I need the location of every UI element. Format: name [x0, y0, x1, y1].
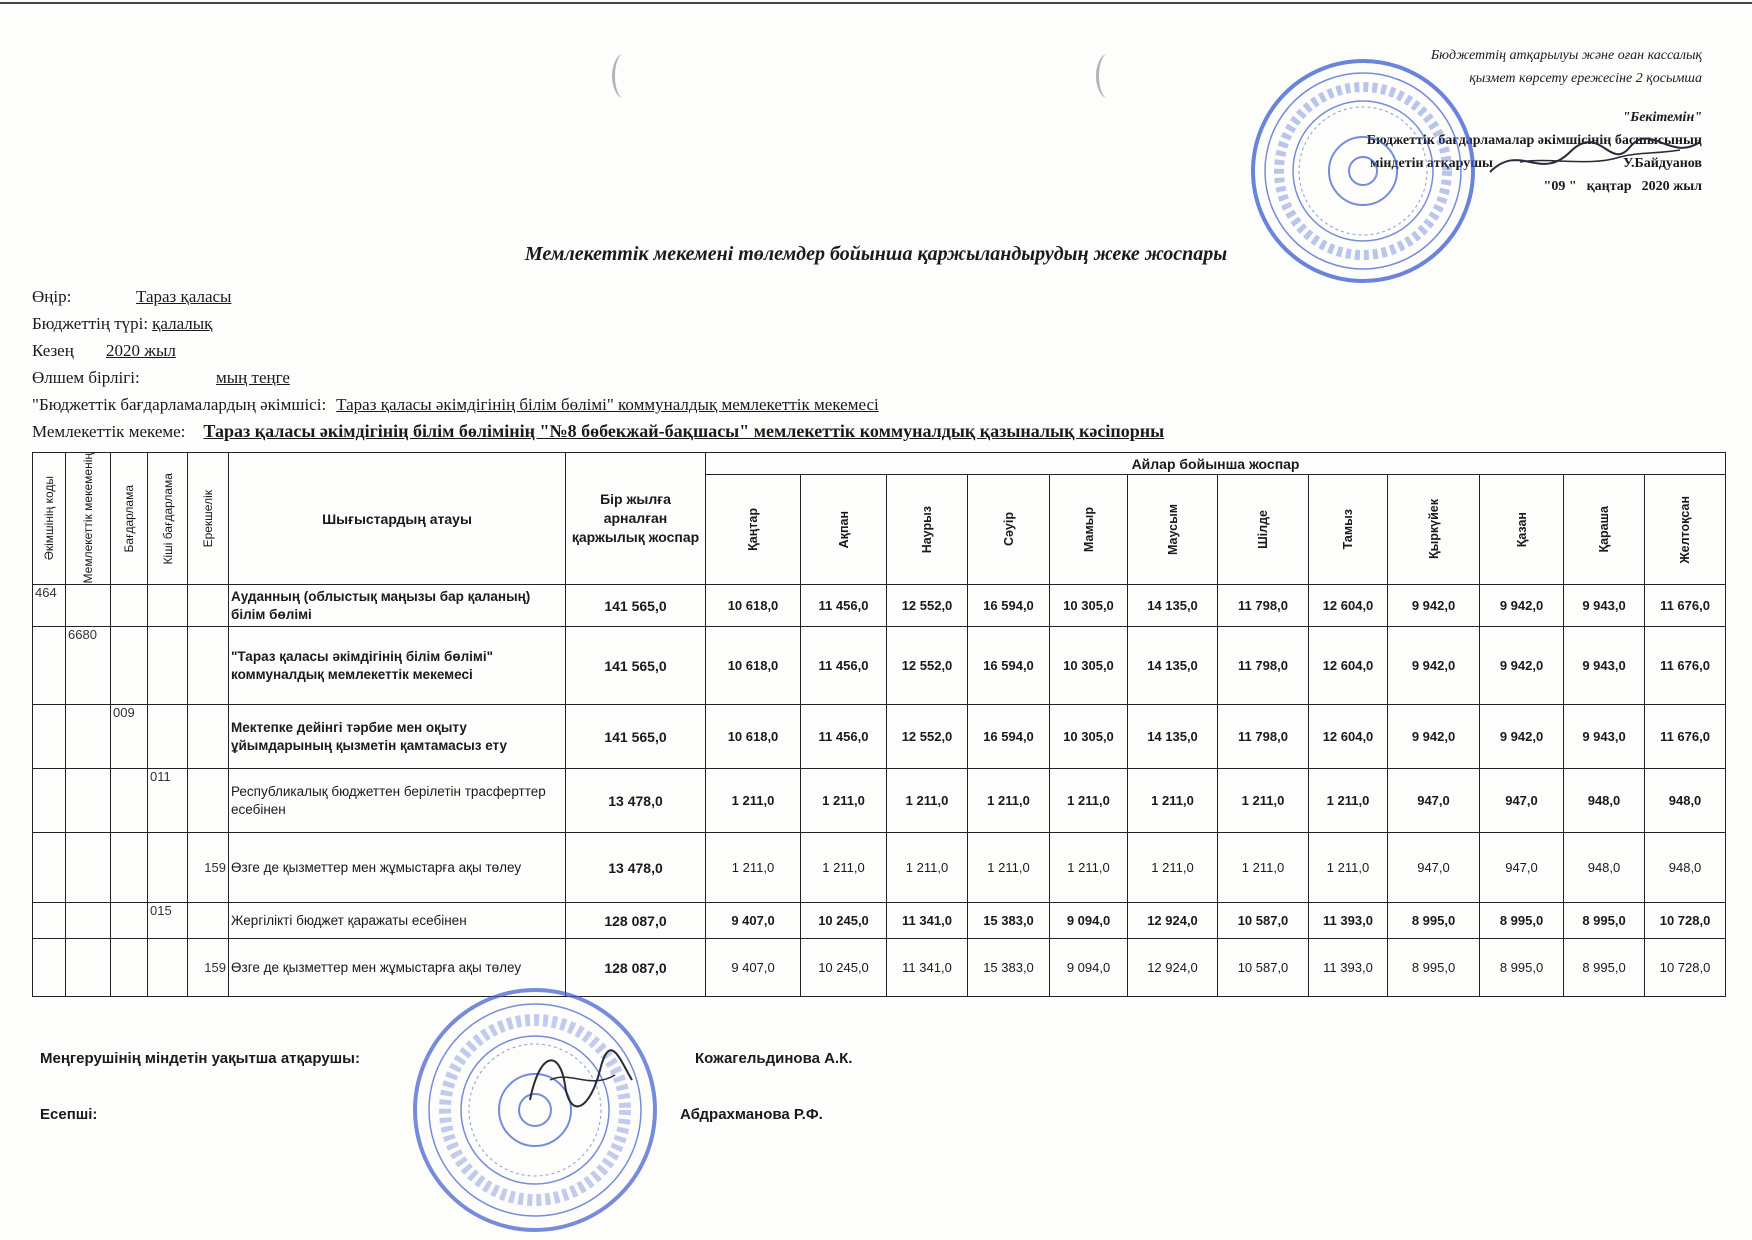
institution-code-cell: 6680	[66, 627, 111, 705]
month-value-cell: 16 594,0	[968, 627, 1050, 705]
subprogram-code-cell	[148, 585, 188, 627]
month-value-cell: 1 211,0	[1050, 769, 1128, 833]
col-specific	[188, 453, 229, 585]
month-value-cell: 8 995,0	[1564, 903, 1645, 939]
col-expense-name: Шығыстардың атауы	[229, 453, 566, 585]
month-value-cell: 1 211,0	[968, 769, 1050, 833]
institution-label: Мемлекеттік мекеме:	[32, 422, 186, 441]
month-value-cell: 12 924,0	[1128, 939, 1218, 997]
month-value-cell: 948,0	[1645, 769, 1726, 833]
month-value-cell: 9 943,0	[1564, 627, 1645, 705]
financing-plan-table	[32, 452, 1726, 997]
admin-label: "Бюджеттік бағдарламалардың әкімшісі:	[32, 395, 327, 414]
month-value-cell: 10 618,0	[706, 705, 801, 769]
head-label: Меңгерушінің міндетін уақытша атқарушы:	[40, 1050, 360, 1067]
table-row	[33, 627, 1726, 705]
budget-type-row	[32, 310, 1164, 337]
document-title: Мемлекеттік мекемені төлемдер бойынша қаржыландырудың жеке жоспары	[524, 243, 1228, 265]
month-value-cell: 16 594,0	[968, 705, 1050, 769]
specific-code-cell	[188, 627, 229, 705]
month-value-cell: 10 305,0	[1050, 627, 1128, 705]
month-header-label: Қаңтар	[746, 508, 760, 551]
month-value-cell: 9 943,0	[1564, 585, 1645, 627]
approver-signature	[1480, 122, 1710, 192]
table-body	[33, 585, 1726, 997]
annual-plan-cell: 13 478,0	[566, 769, 706, 833]
month-value-cell: 11 676,0	[1645, 705, 1726, 769]
specific-code-cell	[188, 903, 229, 939]
month-value-cell: 947,0	[1388, 769, 1480, 833]
region-row	[32, 283, 1164, 310]
program-code-cell	[111, 769, 148, 833]
month-value-cell: 10 245,0	[801, 903, 887, 939]
approver-position: Бюджеттік бағдарламалар әкімшісінің басшысының	[1366, 133, 1702, 148]
month-header-label: Қыркүйек	[1426, 499, 1441, 560]
month-value-cell: 11 456,0	[801, 705, 887, 769]
month-value-cell: 9 942,0	[1388, 705, 1480, 769]
approval-date-year: 2020 жыл	[1641, 179, 1702, 194]
subprogram-code-cell	[148, 939, 188, 997]
month-value-cell: 9 943,0	[1564, 705, 1645, 769]
table-row	[33, 705, 1726, 769]
budget-type-value: қалалық	[152, 314, 213, 333]
month-value-cell: 8 995,0	[1388, 903, 1480, 939]
month-header	[1645, 475, 1726, 585]
month-value-cell: 1 211,0	[1128, 833, 1218, 903]
month-value-cell: 9 094,0	[1050, 939, 1128, 997]
col-institution-code	[66, 453, 111, 585]
month-value-cell: 1 211,0	[968, 833, 1050, 903]
month-value-cell: 11 798,0	[1218, 585, 1309, 627]
accountant-name: Абдрахманова Р.Ф.	[680, 1106, 823, 1123]
institution-code-cell	[66, 903, 111, 939]
month-value-cell: 11 456,0	[801, 585, 887, 627]
month-value-cell: 9 407,0	[706, 939, 801, 997]
month-value-cell: 1 211,0	[801, 769, 887, 833]
month-header-label: Желтоқсан	[1678, 495, 1693, 564]
col-admin-code	[33, 453, 66, 585]
month-value-cell: 9 942,0	[1480, 705, 1564, 769]
month-header-label: Мамыр	[1081, 506, 1096, 553]
subprogram-code-cell	[148, 627, 188, 705]
month-header-label: Маусым	[1165, 503, 1180, 556]
col-admin-code-label: Әкімшінің коды	[42, 476, 56, 561]
plan-meta	[32, 283, 1164, 445]
month-header	[1218, 475, 1309, 585]
month-header	[968, 475, 1050, 585]
approver-name: У.Байдуанов	[1623, 156, 1702, 171]
budget-type-label: Бюджеттің түрі:	[32, 314, 149, 333]
subprogram-code-cell	[148, 833, 188, 903]
month-value-cell: 14 135,0	[1128, 585, 1218, 627]
month-value-cell: 9 094,0	[1050, 903, 1128, 939]
month-value-cell: 1 211,0	[887, 769, 968, 833]
month-value-cell: 948,0	[1564, 833, 1645, 903]
month-header	[1128, 475, 1218, 585]
month-value-cell: 11 341,0	[887, 903, 968, 939]
table-row	[33, 903, 1726, 939]
month-value-cell: 9 942,0	[1480, 585, 1564, 627]
month-value-cell: 10 245,0	[801, 939, 887, 997]
col-institution-code-label: Мемлекеттік мекеменің	[81, 453, 95, 584]
col-program-label: Бағдарлама	[122, 484, 136, 553]
month-value-cell: 12 604,0	[1309, 627, 1388, 705]
month-header-label: Наурыз	[920, 505, 934, 554]
month-value-cell: 10 728,0	[1645, 903, 1726, 939]
expense-name-cell: Мектепке дейінгі тәрбие мен оқыту ұйымдарының қызметін қамтамасыз ету	[229, 705, 566, 769]
month-value-cell: 14 135,0	[1128, 705, 1218, 769]
annual-plan-cell: 13 478,0	[566, 833, 706, 903]
month-value-cell: 1 211,0	[1050, 833, 1128, 903]
table-header-row-1	[33, 453, 1726, 475]
unit-row	[32, 364, 1164, 391]
program-code-cell	[111, 627, 148, 705]
expense-name-cell: Өзге де қызметтер мен жұмыстарға ақы төлеу	[229, 939, 566, 997]
admin-row	[32, 391, 1164, 418]
subprogram-code-cell: 011	[148, 769, 188, 833]
period-label: Кезең	[32, 341, 74, 360]
month-value-cell: 947,0	[1388, 833, 1480, 903]
institution-row	[32, 418, 1164, 445]
month-value-cell: 1 211,0	[1309, 769, 1388, 833]
head-name: Кожагельдинова А.К.	[695, 1050, 853, 1067]
admin-code-cell	[33, 939, 66, 997]
month-value-cell: 11 676,0	[1645, 585, 1726, 627]
accountant-label: Есепші:	[40, 1106, 98, 1123]
month-header	[1388, 475, 1480, 585]
admin-code-cell	[33, 769, 66, 833]
admin-code-cell	[33, 903, 66, 939]
program-code-cell: 009	[111, 705, 148, 769]
expense-name-cell: Өзге де қызметтер мен жұмыстарға ақы төлеу	[229, 833, 566, 903]
month-header	[706, 475, 801, 585]
col-specific-label: Ерекшелік	[201, 489, 215, 548]
program-code-cell	[111, 939, 148, 997]
month-value-cell: 15 383,0	[968, 939, 1050, 997]
program-code-cell	[111, 585, 148, 627]
annual-plan-cell: 141 565,0	[566, 705, 706, 769]
month-value-cell: 11 393,0	[1309, 939, 1388, 997]
institution-code-cell	[66, 705, 111, 769]
scan-smudge	[1096, 54, 1119, 98]
month-value-cell: 1 211,0	[887, 833, 968, 903]
month-value-cell: 1 211,0	[801, 833, 887, 903]
month-value-cell: 11 798,0	[1218, 705, 1309, 769]
col-annual-plan: Бір жылға арналған қаржылық жоспар	[566, 453, 706, 585]
month-header-label: Тамыз	[1341, 509, 1355, 550]
unit-value: мың теңге	[216, 368, 290, 387]
specific-code-cell	[188, 769, 229, 833]
month-header	[1480, 475, 1564, 585]
month-value-cell: 10 618,0	[706, 585, 801, 627]
month-value-cell: 10 305,0	[1050, 705, 1128, 769]
specific-code-cell: 159	[188, 939, 229, 997]
approval-date-day: "09 "	[1543, 179, 1577, 194]
col-subprogram	[148, 453, 188, 585]
month-value-cell: 8 995,0	[1388, 939, 1480, 997]
table-row	[33, 585, 1726, 627]
scan-smudge	[612, 54, 635, 98]
month-value-cell: 8 995,0	[1480, 903, 1564, 939]
table-row	[33, 769, 1726, 833]
month-value-cell: 9 942,0	[1480, 627, 1564, 705]
unit-label: Өлшем бірлігі:	[32, 368, 140, 387]
region-label: Өңір:	[32, 287, 72, 306]
month-value-cell: 10 305,0	[1050, 585, 1128, 627]
month-value-cell: 8 995,0	[1564, 939, 1645, 997]
month-value-cell: 12 552,0	[887, 585, 968, 627]
institution-code-cell	[66, 769, 111, 833]
month-value-cell: 12 604,0	[1309, 585, 1388, 627]
month-header-label: Қазан	[1514, 511, 1529, 548]
month-value-cell: 1 211,0	[706, 769, 801, 833]
month-value-cell: 16 594,0	[968, 585, 1050, 627]
month-value-cell: 10 618,0	[706, 627, 801, 705]
month-header	[1309, 475, 1388, 585]
admin-value: Тараз қаласы әкімдігінің білім бөлімі" коммуналдық мемлекеттік мекемесі	[336, 395, 879, 414]
annual-plan-cell: 141 565,0	[566, 585, 706, 627]
month-value-cell: 10 728,0	[1645, 939, 1726, 997]
admin-code-cell	[33, 705, 66, 769]
approved-label: "Бекітемін"	[1622, 110, 1702, 125]
expense-name-cell: Жергілікті бюджет қаражаты есебінен	[229, 903, 566, 939]
month-value-cell: 10 587,0	[1218, 939, 1309, 997]
month-header-label: Қараша	[1597, 506, 1611, 553]
header-note-line-2: қызмет көрсету ережесіне 2 қосымша	[1469, 71, 1702, 86]
month-header	[887, 475, 968, 585]
head-signature	[520, 1040, 640, 1120]
month-value-cell: 1 211,0	[1218, 833, 1309, 903]
month-value-cell: 11 456,0	[801, 627, 887, 705]
approval-date-month: қаңтар	[1586, 179, 1632, 194]
specific-code-cell	[188, 585, 229, 627]
month-header	[1050, 475, 1128, 585]
month-value-cell: 1 211,0	[1128, 769, 1218, 833]
month-value-cell: 11 798,0	[1218, 627, 1309, 705]
month-value-cell: 1 211,0	[1218, 769, 1309, 833]
expense-name-cell: "Тараз қаласы әкімдігінің білім бөлімі" коммуналдық мемлекеттік мекемесі	[229, 627, 566, 705]
scan-edge-line	[0, 2, 1752, 4]
institution-code-cell	[66, 833, 111, 903]
subprogram-code-cell	[148, 705, 188, 769]
specific-code-cell: 159	[188, 833, 229, 903]
month-value-cell: 948,0	[1645, 833, 1726, 903]
month-value-cell: 12 604,0	[1309, 705, 1388, 769]
annual-plan-cell: 141 565,0	[566, 627, 706, 705]
period-value: 2020 жыл	[106, 341, 176, 360]
month-value-cell: 12 552,0	[887, 627, 968, 705]
annual-plan-cell: 128 087,0	[566, 939, 706, 997]
month-header	[1564, 475, 1645, 585]
month-value-cell: 8 995,0	[1480, 939, 1564, 997]
approver-acting: міндетін атқарушы	[1369, 156, 1493, 171]
header-note-line-1: Бюджеттің атқарылуы және оған кассалық	[1430, 48, 1702, 63]
col-subprogram-label: Кіші бағдарлама	[160, 472, 175, 565]
period-row	[32, 337, 1164, 364]
institution-code-cell	[66, 939, 111, 997]
month-value-cell: 12 924,0	[1128, 903, 1218, 939]
month-value-cell: 11 341,0	[887, 939, 968, 997]
month-value-cell: 1 211,0	[706, 833, 801, 903]
month-value-cell: 10 587,0	[1218, 903, 1309, 939]
admin-code-cell	[33, 833, 66, 903]
month-value-cell: 12 552,0	[887, 705, 968, 769]
institution-value: Тараз қаласы әкімдігінің білім бөлімінің "№8 бөбекжай-бақшасы" мемлекеттік коммуналдық қазыналық кәсіпорны	[203, 421, 1165, 441]
month-header	[801, 475, 887, 585]
month-value-cell: 11 676,0	[1645, 627, 1726, 705]
subprogram-code-cell: 015	[148, 903, 188, 939]
region-value: Тараз қаласы	[136, 287, 232, 306]
admin-code-cell	[33, 627, 66, 705]
expense-name-cell: Республикалық бюджеттен берілетін трасферттер есебінен	[229, 769, 566, 833]
program-code-cell	[111, 833, 148, 903]
admin-code-cell: 464	[33, 585, 66, 627]
month-header-label: Ақпан	[836, 510, 851, 549]
table-row	[33, 833, 1726, 903]
month-value-cell: 9 942,0	[1388, 627, 1480, 705]
annual-plan-cell: 128 087,0	[566, 903, 706, 939]
month-value-cell: 948,0	[1564, 769, 1645, 833]
month-value-cell: 14 135,0	[1128, 627, 1218, 705]
month-header-label: Сәуір	[1001, 512, 1016, 547]
month-value-cell: 947,0	[1480, 833, 1564, 903]
month-value-cell: 15 383,0	[968, 903, 1050, 939]
month-value-cell: 1 211,0	[1309, 833, 1388, 903]
month-header-label: Шілде	[1256, 510, 1270, 549]
expense-name-cell: Ауданның (облыстық маңызы бар қаланың) білім бөлімі	[229, 585, 566, 627]
specific-code-cell	[188, 705, 229, 769]
col-program	[111, 453, 148, 585]
months-group-header: Айлар бойынша жоспар	[706, 453, 1726, 475]
month-value-cell: 9 942,0	[1388, 585, 1480, 627]
program-code-cell	[111, 903, 148, 939]
month-value-cell: 947,0	[1480, 769, 1564, 833]
month-value-cell: 9 407,0	[706, 903, 801, 939]
institution-code-cell	[66, 585, 111, 627]
month-value-cell: 11 393,0	[1309, 903, 1388, 939]
table-row	[33, 939, 1726, 997]
